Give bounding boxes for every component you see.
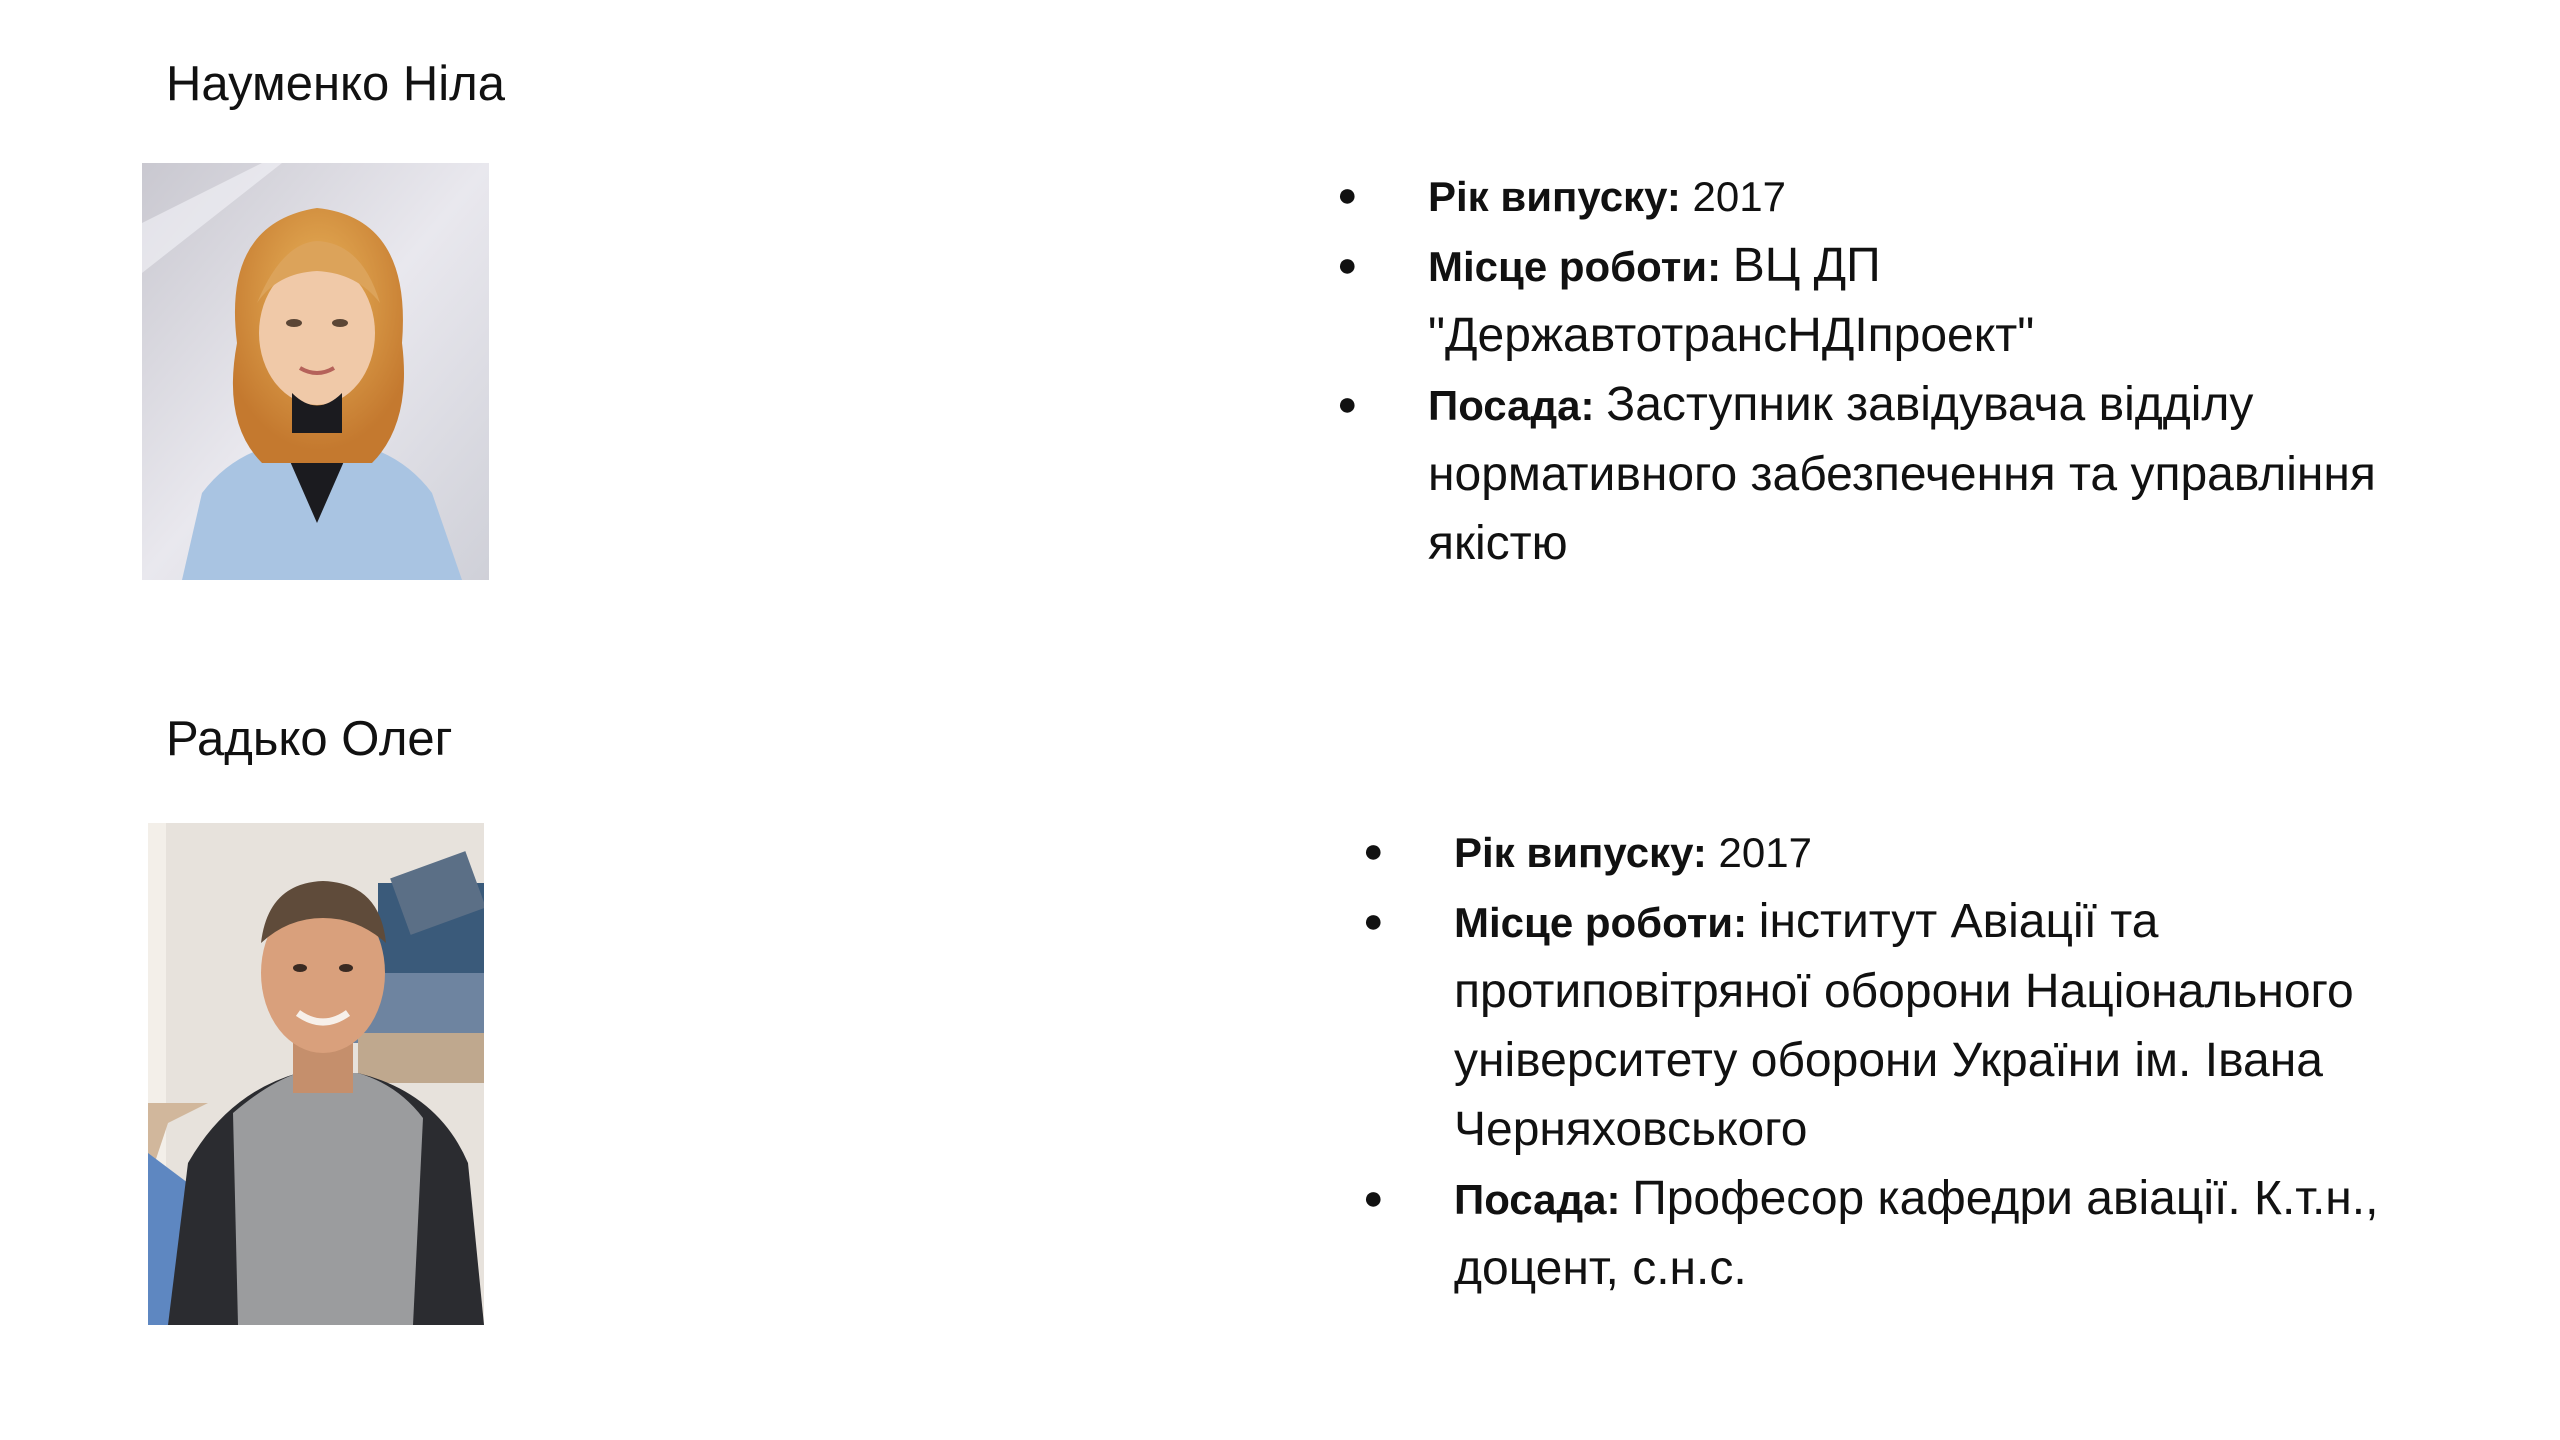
portrait-man-photo xyxy=(148,823,484,1325)
list-item-workplace xyxy=(1363,887,2493,1164)
list-item-graduation-year xyxy=(1337,161,2447,231)
bullet-icon: ● xyxy=(1337,246,1358,284)
workplace-value: ВЦ ДП "ДержавтотрансНДІпроект" xyxy=(1428,239,2035,362)
position-label: Посада: xyxy=(1454,1176,1633,1223)
workplace-value: інститут Авіації та протиповітряної оборони Національного університету оборони України ім. Івана Черняховського xyxy=(1454,895,2354,1156)
position-value: Професор кафедри авіації. К.т.н., доцент, с.н.с. xyxy=(1454,1172,2379,1295)
list-item-workplace xyxy=(1337,231,2447,370)
list-item-graduation-year xyxy=(1363,817,2493,887)
position-label: Посада: xyxy=(1428,382,1607,429)
bullet-icon: ● xyxy=(1363,832,1384,870)
person-details-list xyxy=(1337,161,2447,578)
list-item-position xyxy=(1337,370,2447,578)
bullet-icon: ● xyxy=(1363,1179,1384,1217)
year-value: 2017 xyxy=(1692,173,1786,220)
position-value: Заступник завідувача відділу нормативного забезпечення та управління якістю xyxy=(1428,378,2376,570)
year-label: Рік випуску: xyxy=(1428,173,1693,220)
year-value: 2017 xyxy=(1718,829,1812,876)
bullet-icon: ● xyxy=(1363,902,1384,940)
bullet-icon: ● xyxy=(1337,176,1358,214)
person-details-list xyxy=(1363,817,2493,1303)
portrait-woman-photo xyxy=(142,163,489,580)
list-item-position xyxy=(1363,1164,2493,1303)
person-name: Науменко Ніла xyxy=(166,57,506,111)
bullet-icon: ● xyxy=(1337,385,1358,423)
year-label: Рік випуску: xyxy=(1454,829,1719,876)
workplace-label: Місце роботи: xyxy=(1428,243,1733,290)
workplace-label: Місце роботи: xyxy=(1454,899,1759,946)
person-name: Радько Олег xyxy=(166,712,453,766)
